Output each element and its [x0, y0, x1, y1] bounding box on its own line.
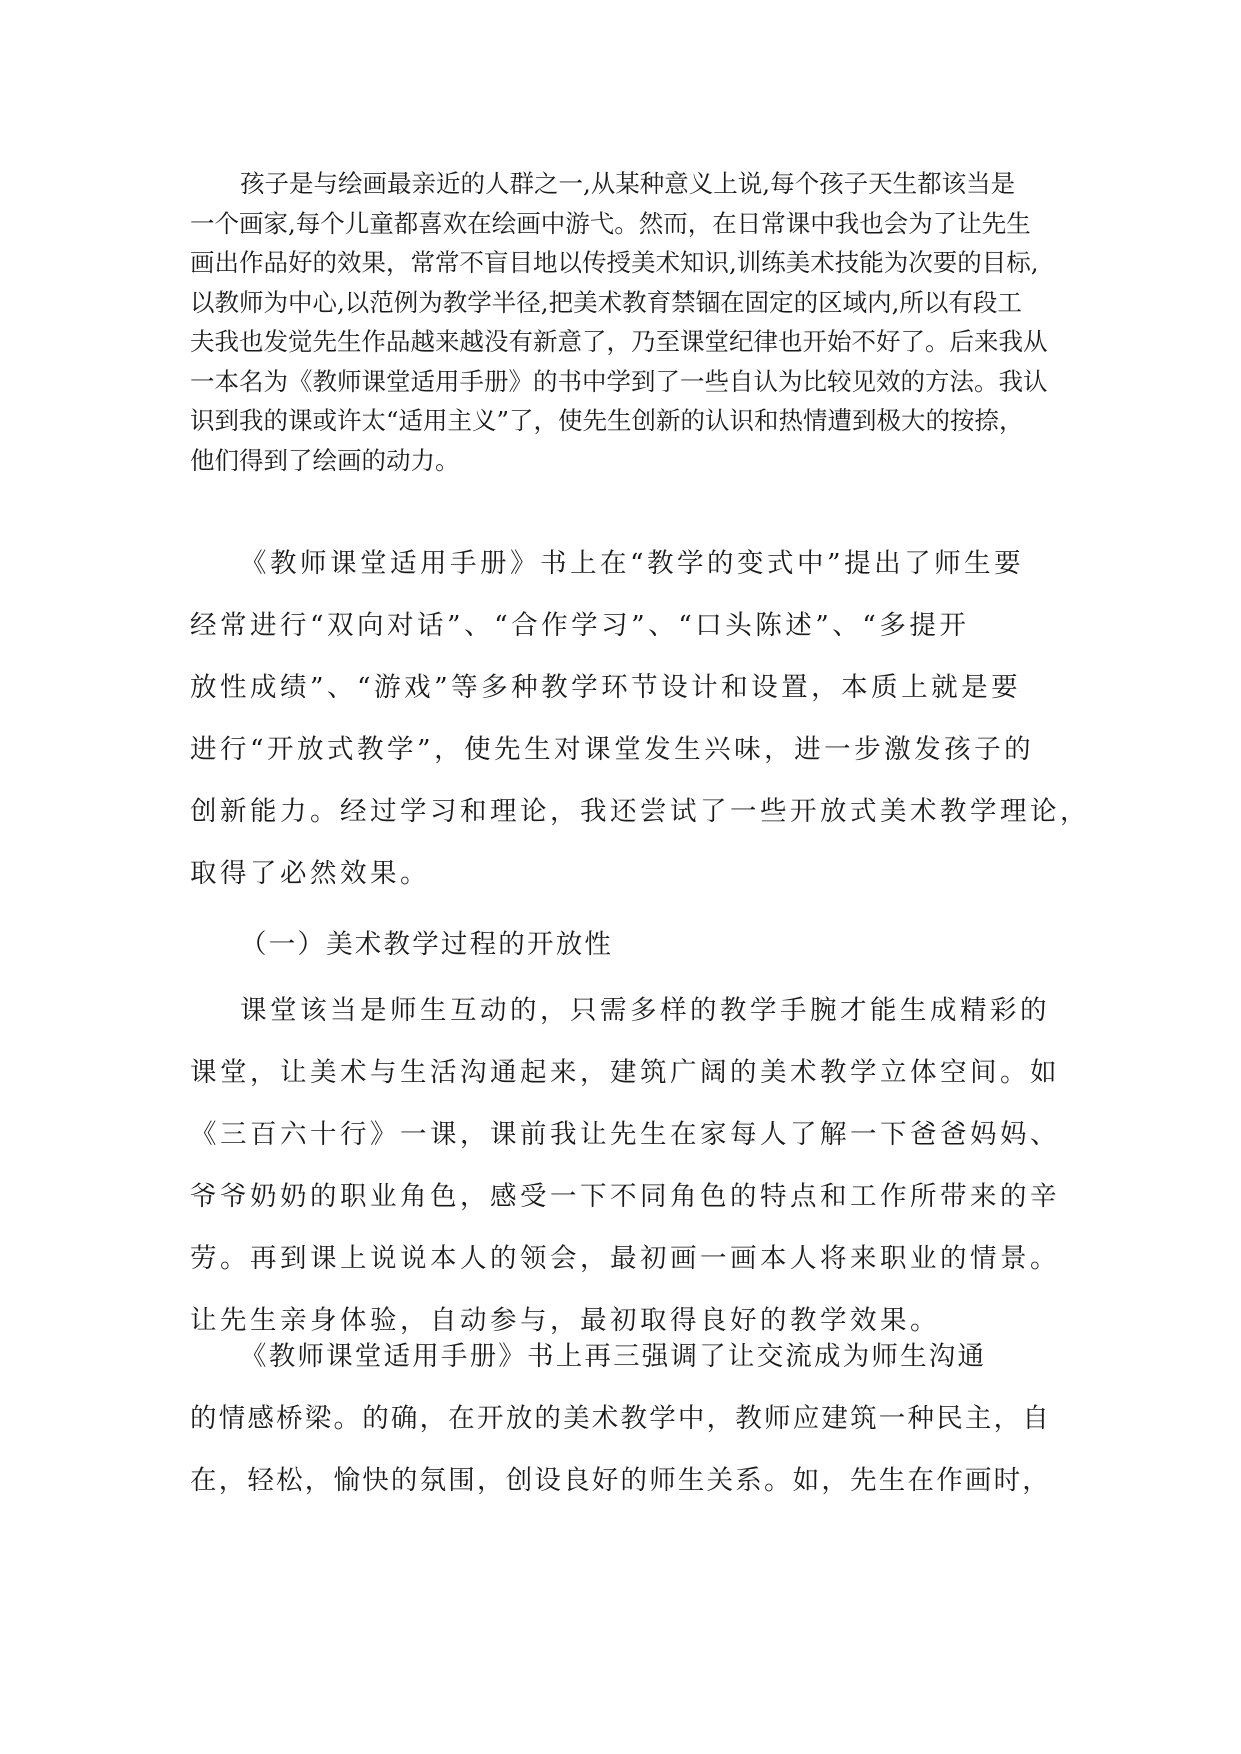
text-line: 劳。再到课上说说本人的领会，最初画一画本人将来职业的情景。	[190, 1243, 1060, 1274]
text-line: 课堂该当是师生互动的，只需多样的教学手腕才能生成精彩的	[240, 995, 1050, 1026]
text-line: 创新能力。经过学习和理论，我还尝试了一些开放式美术教学理论，	[190, 796, 1090, 827]
text-line: 《教师课堂适用手册》书上在“教学的变式中”提出了师生要	[240, 548, 1025, 579]
text-line: 在，轻松，愉快的氛围，创设良好的师生关系。如，先生在作画时，	[190, 1465, 1051, 1496]
text-line: 进行“开放式教学”，使先生对课堂发生兴味，进一步激发孩子的	[190, 734, 1035, 765]
text-line: 识到我的课或许太“适用主义”了，使先生创新的认识和热情遭到极大的按捺，	[190, 406, 1024, 435]
paragraph-intro	[190, 164, 1070, 480]
text-line: 取得了必然效果。	[190, 858, 430, 889]
text-line: 他们得到了绘画的动力。	[190, 445, 460, 475]
text-line: 经常进行“双向对话”、“合作学习”、“口头陈述”、“多提开	[190, 610, 970, 641]
text-line: 《教师课堂适用手册》书上再三强调了让交流成为师生沟通	[240, 1341, 987, 1372]
text-line: 一本名为《教师课堂适用手册》的书中学到了一些自认为比较见效的方法。我认	[190, 366, 1048, 396]
heading-text: （一）美术教学过程的开放性	[240, 929, 614, 960]
text-line: 放性成绩”、“游戏”等多种教学环节设计和设置，本质上就是要	[190, 672, 1022, 703]
text-line: 孩子是与绘画最亲近的人群之一,从某种意义上说,每个孩子天生都该当是	[240, 169, 1016, 198]
section-heading	[190, 925, 1070, 965]
text-line: 《三百六十行》一课，课前我让先生在家每人了解一下爸爸妈妈、	[190, 1119, 1060, 1150]
text-line: 以教师为中心,以范例为教学半径,把美术教育禁锢在固定的区域内,所以有段工	[190, 287, 1022, 317]
text-line: 课堂，让美术与生活沟通起来，建筑广阔的美术教学立体空间。如	[190, 1057, 1060, 1088]
text-line: 一个画家,每个儿童都喜欢在绘画中游弋。然而，在日常课中我也会为了让先生	[190, 208, 1031, 238]
text-line: 画出作品好的效果，常常不盲目地以传授美术知识,训练美术技能为次要的目标,	[190, 248, 1039, 277]
paragraph-open-teaching	[190, 533, 1090, 905]
paragraph-communication	[190, 1326, 1070, 1512]
text-line: 让先生亲身体验，自动参与，最初取得良好的教学效果。	[190, 1305, 940, 1336]
text-line: 的情感桥梁。的确，在开放的美术教学中，教师应建筑一种民主，自	[190, 1403, 1051, 1434]
text-line: 夫我也发觉先生作品越来越没有新意了，乃至课堂纪律也开始不好了。后来我从	[190, 327, 1048, 356]
paragraph-classroom	[190, 980, 1070, 1352]
text-line: 爷爷奶奶的职业角色，感受一下不同角色的特点和工作所带来的辛	[190, 1181, 1060, 1212]
